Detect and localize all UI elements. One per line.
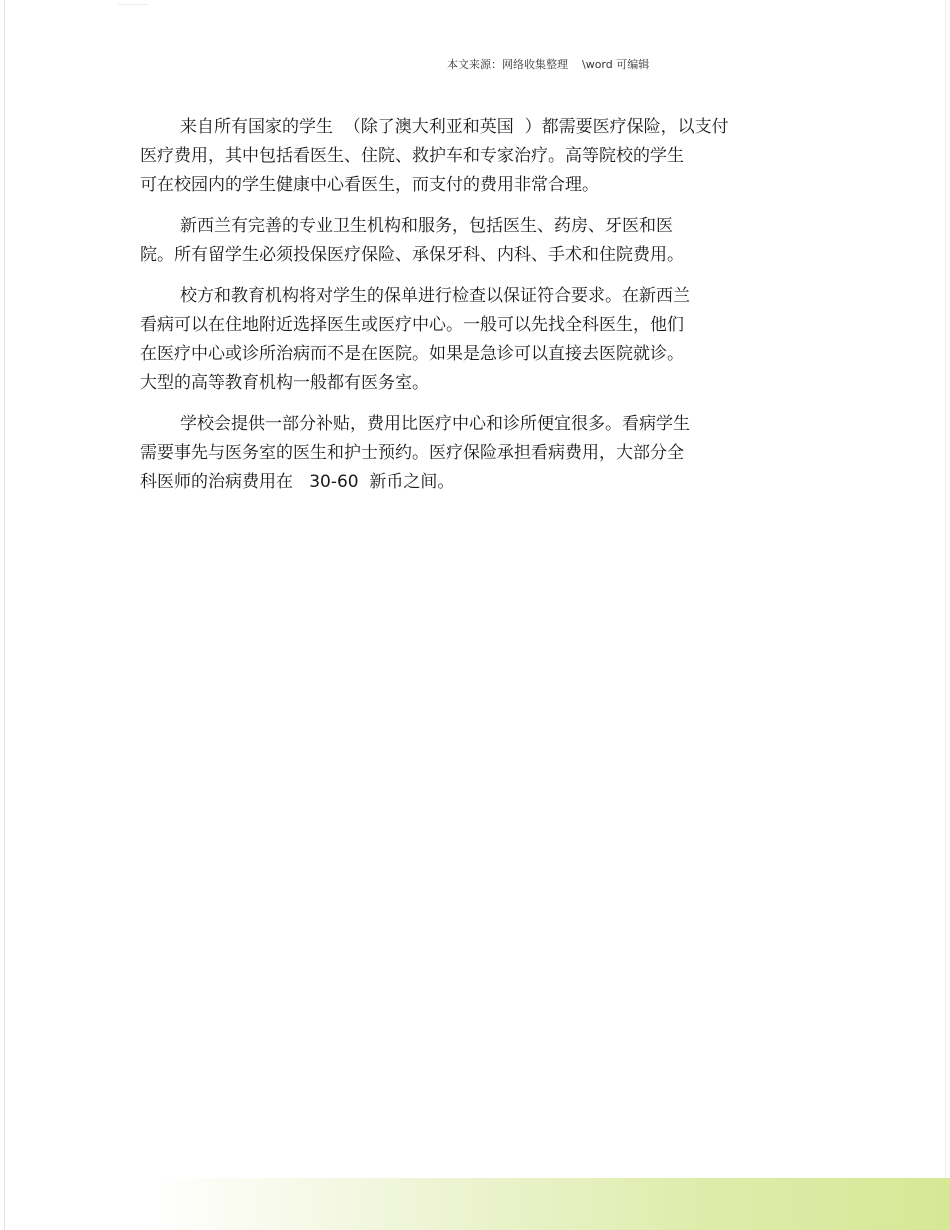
- paragraph-health-services: [140, 212, 800, 270]
- paragraph-line: 校方和教育机构将对学生的保单进行检查以保证符合要求。在新西兰: [180, 286, 690, 306]
- page-edge-right: [945, 0, 946, 1230]
- paragraph-fees: [140, 410, 800, 497]
- paragraph-line: 看病可以在住地附近选择医生或医疗中心。一般可以先找全科医生，他们: [140, 315, 684, 335]
- page-edge-left: [4, 0, 5, 1230]
- paragraph-line: 院。所有留学生必须投保医疗保险、承保牙科、内科、手术和住院费用。: [140, 245, 684, 265]
- document-body: [140, 113, 800, 509]
- paragraph-insurance-requirement: [140, 113, 800, 200]
- paragraph-line: 学校会提供一部分补贴，费用比医疗中心和诊所便宜很多。看病学生: [180, 414, 690, 434]
- footer-decoration: [150, 1178, 950, 1230]
- paragraph-line: 需要事先与医务室的医生和护士预约。医疗保险承担看病费用，大部分全: [140, 443, 684, 463]
- paragraph-line: 来自所有国家的学生 （除了澳大利亚和英国 ）都需要医疗保险，以支付: [180, 117, 729, 137]
- paragraph-line: 医疗费用，其中包括看医生、住院、救护车和专家治疗。高等院校的学生: [140, 146, 684, 166]
- paragraph-line: 新西兰有完善的专业卫生机构和服务，包括医生、药房、牙医和医: [180, 216, 673, 236]
- paragraph-line: 大型的高等教育机构一般都有医务室。: [140, 373, 429, 393]
- page-corner-mark: [118, 4, 148, 5]
- paragraph-line: 可在校园内的学生健康中心看医生，而支付的费用非常合理。: [140, 175, 599, 195]
- source-note: 本文来源：网络收集整理 \word 可编辑: [447, 58, 650, 71]
- paragraph-line: 科医师的治病费用在 30-60 新币之间。: [140, 472, 455, 492]
- paragraph-policy-check: [140, 282, 800, 398]
- paragraph-line: 在医疗中心或诊所治病而不是在医院。如果是急诊可以直接去医院就诊。: [140, 344, 684, 364]
